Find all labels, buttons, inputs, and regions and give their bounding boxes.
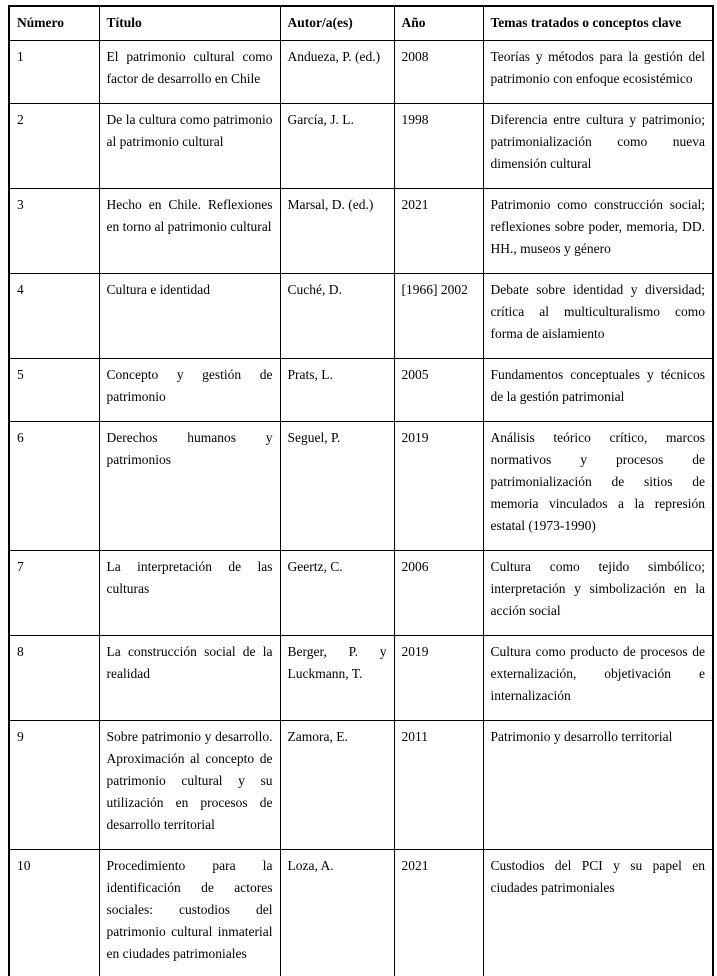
cell-temas: Custodios del PCI y su papel en ciudades patrimoniales — [483, 850, 713, 976]
column-header-titulo: Título — [99, 6, 280, 41]
cell-titulo: El patrimonio cultural como factor de desarrollo en Chile — [99, 41, 280, 104]
cell-temas: Cultura como tejido simbólico; interpretación y simbolización en la acción social — [483, 551, 713, 636]
cell-anio: 2021 — [394, 189, 483, 274]
table-body — [9, 41, 713, 976]
cell-numero: 9 — [9, 721, 99, 850]
cell-autor: García, J. L. — [280, 104, 394, 189]
cell-titulo: De la cultura como patrimonio al patrimonio cultural — [99, 104, 280, 189]
cell-temas: Debate sobre identidad y diversidad; crítica al multiculturalismo como forma de aislamiento — [483, 274, 713, 359]
cell-titulo: Hecho en Chile. Reflexiones en torno al patrimonio cultural — [99, 189, 280, 274]
cell-anio: 2005 — [394, 359, 483, 422]
cell-anio: 2019 — [394, 636, 483, 721]
table-row — [9, 189, 713, 274]
cell-temas: Análisis teórico crítico, marcos normativos y procesos de patrimonialización de sitios de memoria vinculados a la represión estatal (1973-1990) — [483, 422, 713, 551]
column-header-temas: Temas tratados o conceptos clave — [483, 6, 713, 41]
column-header-anio: Año — [394, 6, 483, 41]
cell-numero: 1 — [9, 41, 99, 104]
cell-titulo: Sobre patrimonio y desarrollo. Aproximación al concepto de patrimonio cultural y su utilización en procesos de desarrollo territorial — [99, 721, 280, 850]
cell-temas: Patrimonio como construcción social; reflexiones sobre poder, memoria, DD. HH., museos y género — [483, 189, 713, 274]
column-header-autor: Autor/a(es) — [280, 6, 394, 41]
cell-titulo: Cultura e identidad — [99, 274, 280, 359]
table-row — [9, 104, 713, 189]
cell-titulo: Procedimiento para la identificación de actores sociales: custodios del patrimonio cultural inmaterial en ciudades patrimoniales — [99, 850, 280, 976]
table-row — [9, 274, 713, 359]
cell-autor: Zamora, E. — [280, 721, 394, 850]
cell-anio: 2008 — [394, 41, 483, 104]
cell-numero: 5 — [9, 359, 99, 422]
cell-titulo: La interpretación de las culturas — [99, 551, 280, 636]
table-row — [9, 636, 713, 721]
cell-numero: 10 — [9, 850, 99, 976]
table-header — [9, 6, 713, 41]
cell-titulo: La construcción social de la realidad — [99, 636, 280, 721]
cell-numero: 6 — [9, 422, 99, 551]
column-header-numero: Número — [9, 6, 99, 41]
cell-autor: Geertz, C. — [280, 551, 394, 636]
table-row — [9, 359, 713, 422]
cell-autor: Seguel, P. — [280, 422, 394, 551]
cell-temas: Patrimonio y desarrollo territorial — [483, 721, 713, 850]
cell-titulo: Concepto y gestión de patrimonio — [99, 359, 280, 422]
table-row — [9, 422, 713, 551]
literature-review-table — [8, 5, 714, 976]
table-row — [9, 721, 713, 850]
header-row — [9, 6, 713, 41]
cell-anio: [1966] 2002 — [394, 274, 483, 359]
cell-anio: 2021 — [394, 850, 483, 976]
table-row — [9, 551, 713, 636]
cell-numero: 8 — [9, 636, 99, 721]
cell-temas: Fundamentos conceptuales y técnicos de la gestión patrimonial — [483, 359, 713, 422]
cell-numero: 7 — [9, 551, 99, 636]
cell-autor: Berger, P. y Luckmann, T. — [280, 636, 394, 721]
table-row — [9, 850, 713, 976]
cell-titulo: Derechos humanos y patrimonios — [99, 422, 280, 551]
cell-autor: Cuché, D. — [280, 274, 394, 359]
cell-autor: Marsal, D. (ed.) — [280, 189, 394, 274]
cell-autor: Prats, L. — [280, 359, 394, 422]
cell-anio: 2019 — [394, 422, 483, 551]
cell-anio: 2006 — [394, 551, 483, 636]
cell-autor: Loza, A. — [280, 850, 394, 976]
cell-anio: 1998 — [394, 104, 483, 189]
cell-temas: Diferencia entre cultura y patrimonio; patrimonialización como nueva dimensión cultural — [483, 104, 713, 189]
cell-autor: Andueza, P. (ed.) — [280, 41, 394, 104]
cell-numero: 4 — [9, 274, 99, 359]
table-row — [9, 41, 713, 104]
cell-temas: Cultura como producto de procesos de externalización, objetivación e internalización — [483, 636, 713, 721]
cell-temas: Teorías y métodos para la gestión del patrimonio con enfoque ecosistémico — [483, 41, 713, 104]
cell-anio: 2011 — [394, 721, 483, 850]
cell-numero: 3 — [9, 189, 99, 274]
cell-numero: 2 — [9, 104, 99, 189]
